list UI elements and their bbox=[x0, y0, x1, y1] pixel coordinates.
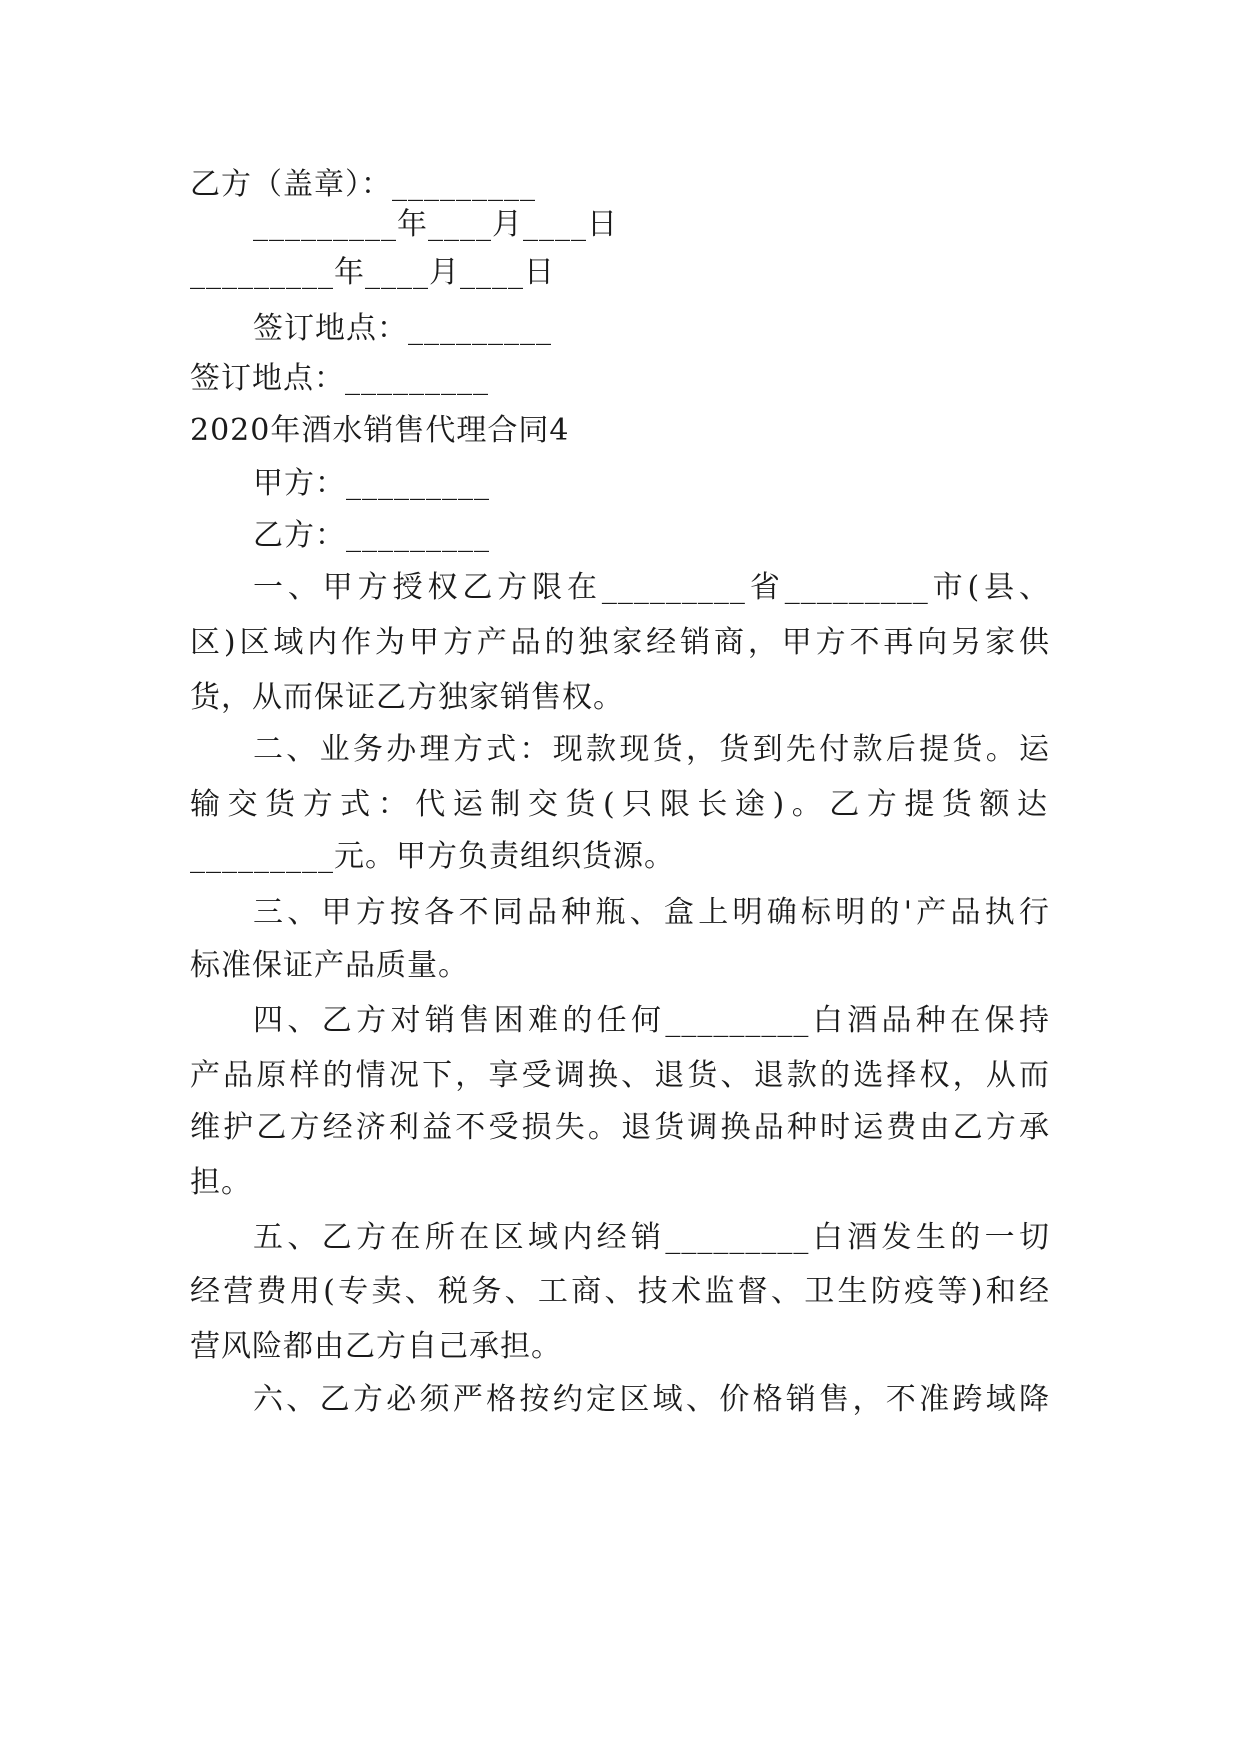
date-line: _________年____月____日 bbox=[253, 207, 618, 242]
clause-1-line: 一、甲方授权乙方限在_________省_________市(县、 bbox=[253, 570, 1050, 605]
party-a-line: 甲方：_________ bbox=[253, 466, 490, 501]
clause-4-line: 维护乙方经济利益不受损失。退货调换品种时运费由乙方承 bbox=[190, 1110, 1050, 1145]
clause-2-line: 二、业务办理方式：现款现货，货到先付款后提货。运 bbox=[253, 732, 1050, 767]
clause-5-line: 经营费用(专卖、税务、工商、技术监督、卫生防疫等)和经 bbox=[190, 1274, 1050, 1309]
party-b-line: 乙方：_________ bbox=[253, 518, 490, 553]
clause-5-line: 五、乙方在所在区域内经销_________白酒发生的一切 bbox=[253, 1220, 1050, 1255]
clause-1-line: 区)区域内作为甲方产品的独家经销商，甲方不再向另家供 bbox=[190, 625, 1050, 660]
clause-4-line: 产品原样的情况下，享受调换、退货、退款的选择权，从而 bbox=[190, 1058, 1050, 1093]
clause-5-line: 营风险都由乙方自己承担。 bbox=[190, 1329, 562, 1364]
signing-place-line: 签订地点：_________ bbox=[190, 361, 489, 396]
date-line: _________年____月____日 bbox=[190, 255, 555, 290]
clause-4-line: 担。 bbox=[190, 1165, 252, 1200]
contract-title: 2020年酒水销售代理合同4 bbox=[190, 413, 570, 448]
clause-2-line: 输交货方式：代运制交货(只限长途)。乙方提货额达 bbox=[190, 787, 1050, 822]
clause-6-line: 六、乙方必须严格按约定区域、价格销售，不准跨域降 bbox=[253, 1382, 1050, 1417]
clause-1-line: 货，从而保证乙方独家销售权。 bbox=[190, 680, 624, 715]
clause-3-line: 三、甲方按各不同品种瓶、盒上明确标明的'产品执行 bbox=[253, 895, 1050, 930]
signing-place-line: 签订地点：_________ bbox=[253, 311, 552, 346]
clause-2-line: _________元。甲方负责组织货源。 bbox=[190, 839, 675, 874]
party-b-seal-line: 乙方（盖章）：_________ bbox=[190, 167, 536, 202]
clause-3-line: 标准保证产品质量。 bbox=[190, 948, 469, 983]
clause-4-line: 四、乙方对销售困难的任何_________白酒品种在保持 bbox=[253, 1003, 1050, 1038]
